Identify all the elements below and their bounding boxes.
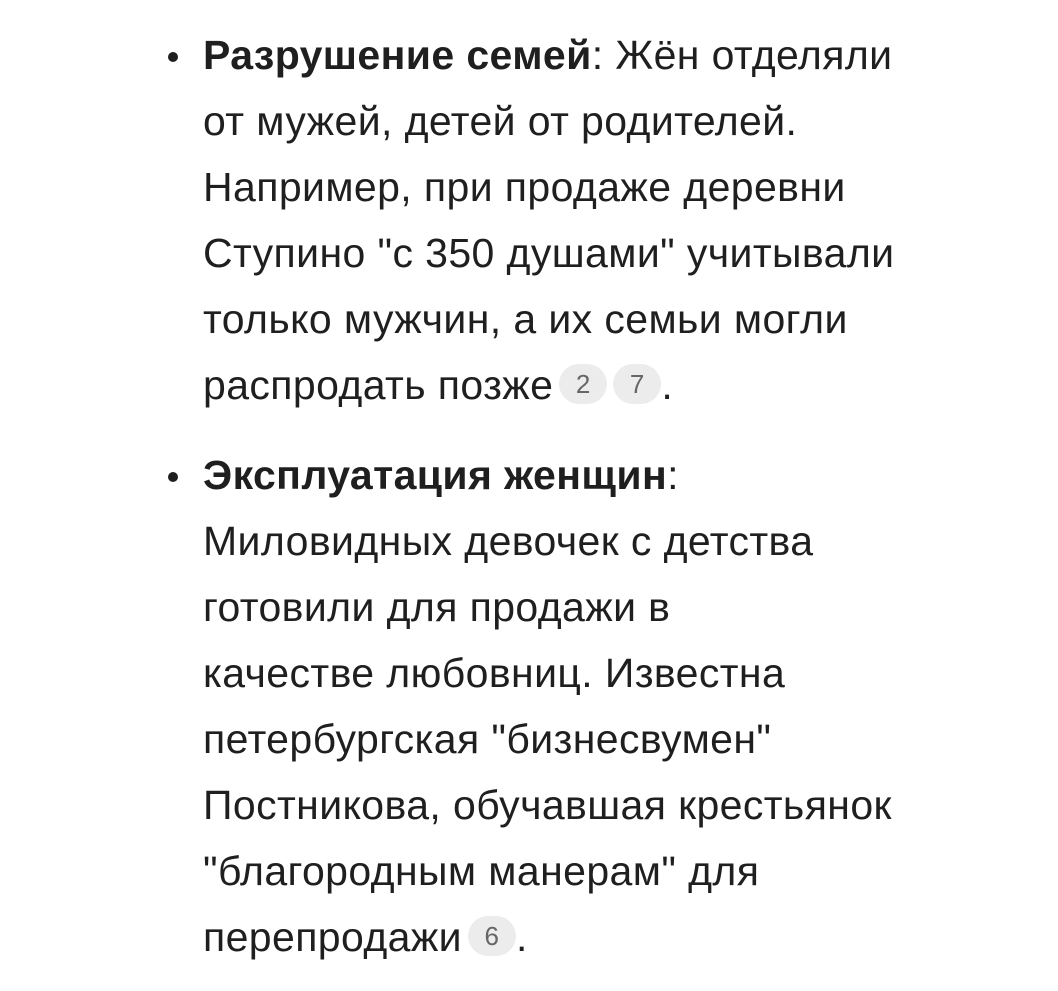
text-line: Миловидных девочек с детства: [203, 518, 814, 564]
citation-badge[interactable]: 6: [468, 916, 516, 956]
text-line: [203, 904, 1018, 970]
text-segment: перепродажи: [203, 914, 462, 960]
text-segment: распродать позже: [203, 362, 554, 408]
title-separator: :: [591, 32, 604, 78]
text-line: Постникова, обучавшая крестьянок: [203, 782, 892, 828]
text-line: только мужчин, а их семьи могли: [203, 296, 848, 342]
sentence-end: .: [661, 362, 674, 408]
text-line: [203, 22, 1018, 88]
text-line: качестве любовниц. Известна: [203, 650, 786, 696]
text-line: Например, при продаже деревни: [203, 164, 846, 210]
text-segment: Жён отделяли: [615, 32, 893, 78]
sentence-end: .: [515, 914, 528, 960]
item-title: Разрушение семей: [203, 32, 592, 78]
text-line: петербургская "бизнесвумен": [203, 716, 772, 762]
bullet-icon: [168, 52, 178, 62]
list-item: [0, 22, 1058, 418]
text-line: Ступино "с 350 душами" учитывали: [203, 230, 895, 276]
title-separator: :: [667, 452, 679, 498]
citation-badge[interactable]: 2: [559, 364, 607, 404]
list-item: [0, 442, 1058, 970]
text-line: от мужей, детей от родителей.: [203, 98, 798, 144]
bullet-icon: [168, 472, 178, 482]
text-line: [203, 442, 1018, 508]
text-line: "благородным манерам" для: [203, 848, 760, 894]
answer-content: [0, 22, 1058, 970]
text-line: [203, 352, 1018, 418]
bullet-list: [0, 22, 1058, 970]
citation-badge[interactable]: 7: [613, 364, 661, 404]
item-title: Эксплуатация женщин: [203, 452, 668, 498]
text-line: готовили для продажи в: [203, 584, 671, 630]
